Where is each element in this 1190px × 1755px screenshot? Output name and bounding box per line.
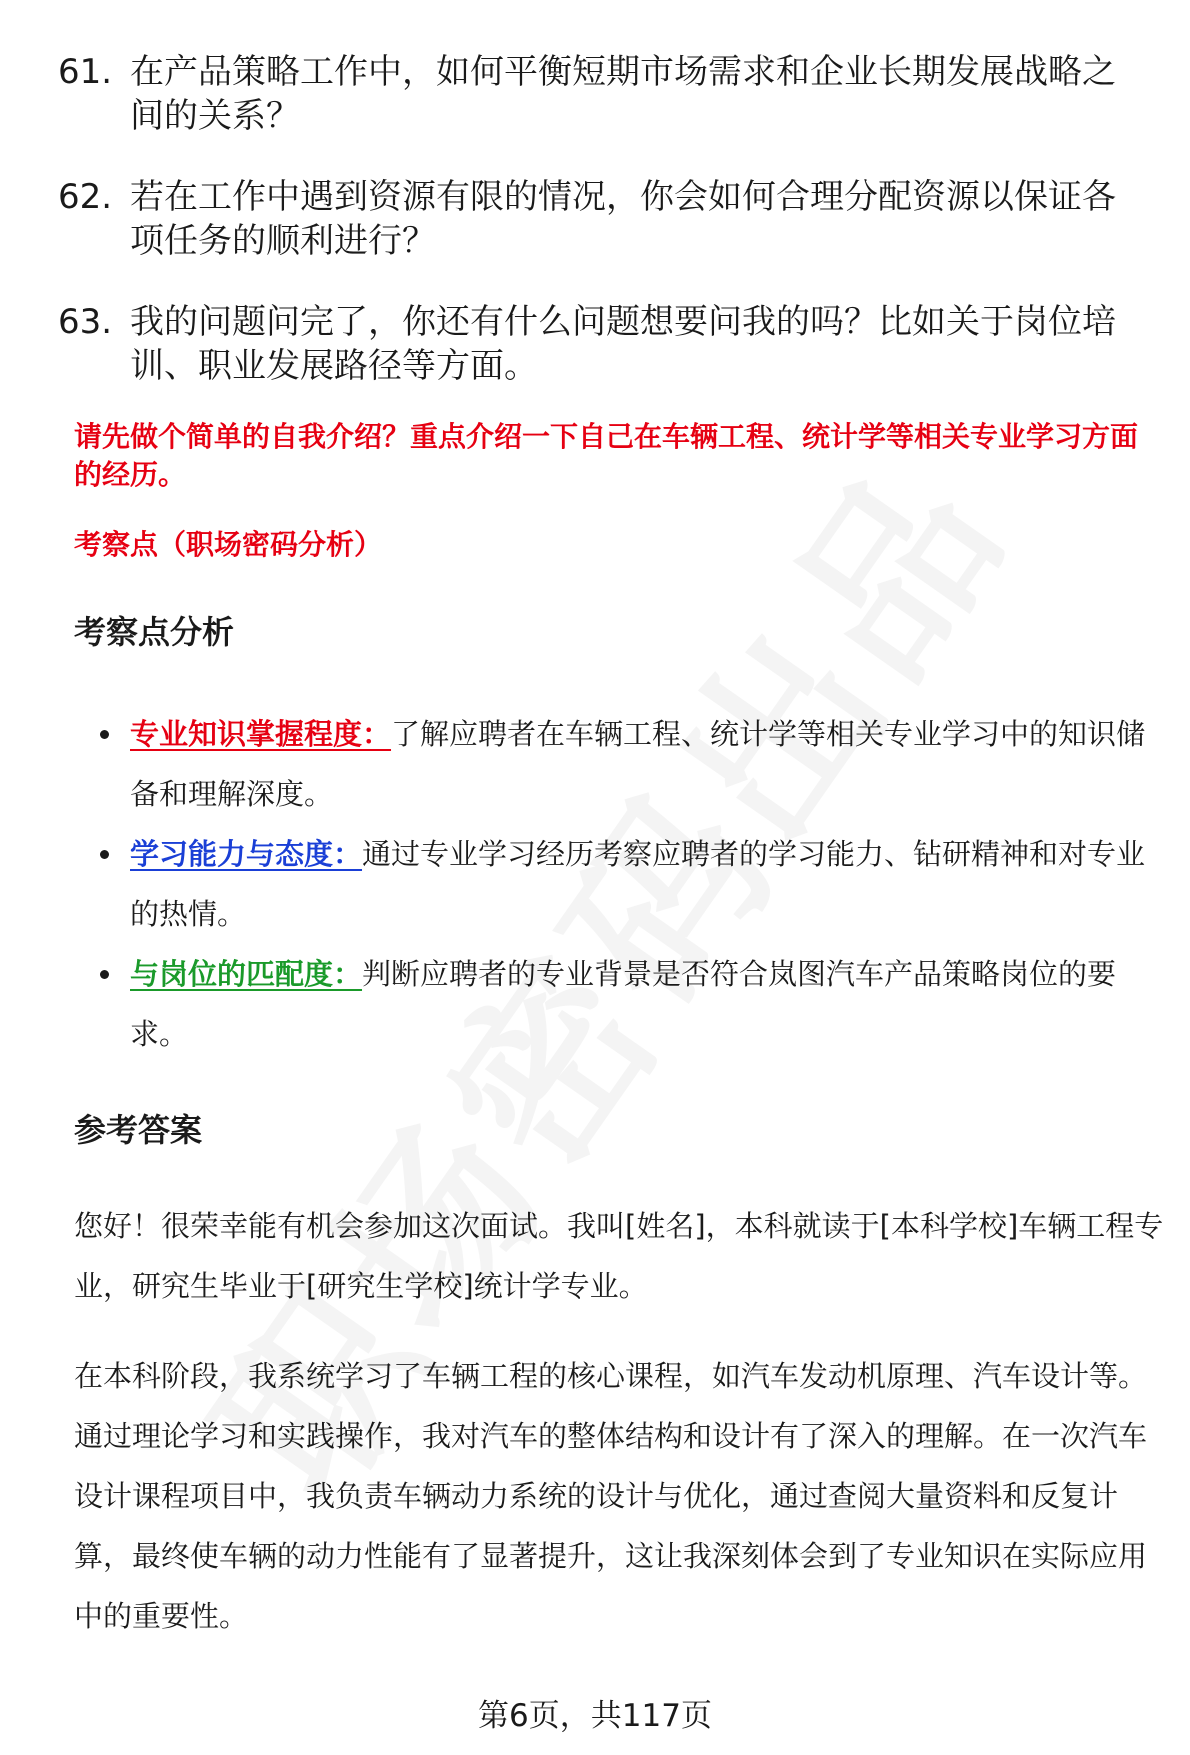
analysis-heading: 考察点分析 (74, 613, 235, 651)
question-number: 63. (58, 302, 113, 342)
answer-heading: 参考答案 (74, 1111, 203, 1149)
analysis-text: 判断应聘者的专业背景是否符合岚图汽车产品策略岗位的要求。 (130, 957, 1117, 1051)
bullet-dot (100, 730, 109, 739)
analysis-key: 学习能力与态度： (130, 837, 363, 871)
analysis-item (100, 824, 1160, 944)
answer-paragraph: 您好！很荣幸能有机会参加这次面试。我叫[姓名]，本科就读于[本科学校]车辆工程专业，研究生毕业于[研究生学校]统计学专业。 (74, 1209, 1164, 1303)
question-61 (58, 50, 1148, 138)
analysis-text: 通过专业学习经历考察应聘者的学习能力、钻研精神和对专业的热情。 (130, 837, 1146, 931)
interview-prompt: 请先做个简单的自我介绍？重点介绍一下自己在车辆工程、统计学等相关专业学习方面的经历。 (74, 420, 1139, 491)
question-text: 在产品策略工作中，如何平衡短期市场需求和企业长期发展战略之间的关系？ (130, 52, 1116, 136)
analysis-item (100, 704, 1160, 824)
bullet-dot (100, 970, 109, 979)
analysis-key: 专业知识掌握程度： (130, 717, 392, 751)
analysis-list (100, 704, 1160, 1064)
prompt-subtitle: 考察点（职场密码分析） (74, 528, 383, 561)
bullet-dot (100, 850, 109, 859)
question-62 (58, 175, 1148, 263)
analysis-text: 了解应聘者在车辆工程、统计学等相关专业学习中的知识储备和理解深度。 (130, 717, 1146, 811)
question-63 (58, 300, 1148, 388)
analysis-key: 与岗位的匹配度： (130, 957, 363, 991)
page-footer: 第6页，共117页 (478, 1698, 712, 1734)
question-number: 61. (58, 52, 113, 92)
question-text: 若在工作中遇到资源有限的情况，你会如何合理分配资源以保证各项任务的顺利进行？ (130, 177, 1116, 261)
question-text: 我的问题问完了，你还有什么问题想要问我的吗？比如关于岗位培训、职业发展路径等方面。 (130, 302, 1116, 386)
question-number: 62. (58, 177, 113, 217)
answer-paragraph: 在本科阶段，我系统学习了车辆工程的核心课程，如汽车发动机原理、汽车设计等。通过理论学习和实践操作，我对汽车的整体结构和设计有了深入的理解。在一次汽车设计课程项目中，我负责车辆动力系统的设计与优化，通过查阅大量资料和反复计算，最终使车辆的动力性能有了显著提升，这让我深刻体会到了专业知识在实际应用中的重要性。 (74, 1359, 1148, 1633)
analysis-item (100, 944, 1160, 1064)
